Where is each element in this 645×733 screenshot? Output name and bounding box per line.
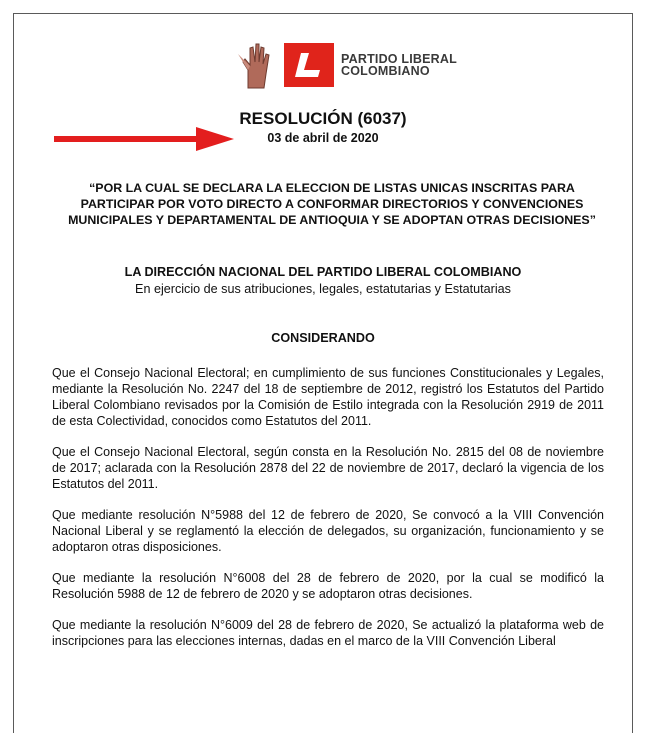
heading-line-2: PARTICIPAR POR VOTO DIRECTO A CONFORMAR DIRECTORIOS Y CONVENCIONES bbox=[80, 197, 584, 211]
resolution-date: 03 de abril de 2020 bbox=[267, 131, 379, 145]
consideration-paragraph: Que el Consejo Nacional Electoral, según consta en la Resolución No. 2815 del 08 de noviembre de 2017; aclarada con la Resolución 2878 del 22 de noviembre de 2017, declaró la vigencia de los Estatutos del 2011. bbox=[52, 445, 604, 491]
party-logo-icon bbox=[284, 43, 334, 87]
consideration-paragraph: Que mediante la resolución N°6009 del 28 de febrero de 2020, Se actualizó la plataforma web de inscripciones para las elecciones internas, dadas en el marco de la VIII Convención Liberal bbox=[52, 618, 604, 648]
party-logo bbox=[234, 40, 457, 90]
party-name bbox=[341, 53, 457, 77]
document-page bbox=[13, 13, 633, 733]
heading-line-1: “POR LA CUAL SE DECLARA LA ELECCION DE LISTAS UNICAS INSCRITAS PARA bbox=[89, 181, 575, 195]
authority-subtitle: En ejercicio de sus atribuciones, legales, estatutarias y Estatutarias bbox=[135, 282, 511, 296]
party-name-line1: PARTIDO LIBERAL bbox=[341, 52, 457, 66]
authority-name: LA DIRECCIÓN NACIONAL DEL PARTIDO LIBERAL COLOMBIANO bbox=[124, 265, 522, 279]
resolution-heading bbox=[54, 180, 610, 228]
section-title: CONSIDERANDO bbox=[271, 331, 375, 345]
resolution-title: RESOLUCIÓN (6037) bbox=[239, 109, 407, 128]
consideration-paragraph: Que mediante la resolución N°6008 del 28 de febrero de 2020, por la cual se modificó la Resolución 5988 de 12 de febrero de 2020 y se adoptaron otras decisiones. bbox=[52, 571, 604, 601]
raised-hand-icon bbox=[234, 40, 278, 90]
considerations-list bbox=[52, 365, 604, 664]
consideration-paragraph: Que el Consejo Nacional Electoral; en cumplimiento de sus funciones Constitucionales y Legales, mediante la Resolución No. 2247 del 18 de septiembre de 2012, registró los Estatutos del Partido Liberal Colombiano revisados por la Comisión de Estilo integrada con la Resolución 2919 de 2011 de esta Colectividad, conocidos como Estatutos del 2011. bbox=[52, 366, 604, 428]
consideration-paragraph: Que mediante resolución N°5988 del 12 de febrero de 2020, Se convocó a la VIII Convención Nacional Liberal y se reglamentó la elección de delegados, su organización, funcionamiento y se adoptaron otras disposiciones. bbox=[52, 508, 604, 554]
heading-line-3: MUNICIPALES Y DEPARTAMENTAL DE ANTIOQUIA Y SE ADOPTAN OTRAS DECISIONES” bbox=[68, 213, 596, 227]
party-name-line2: COLOMBIANO bbox=[341, 64, 430, 78]
